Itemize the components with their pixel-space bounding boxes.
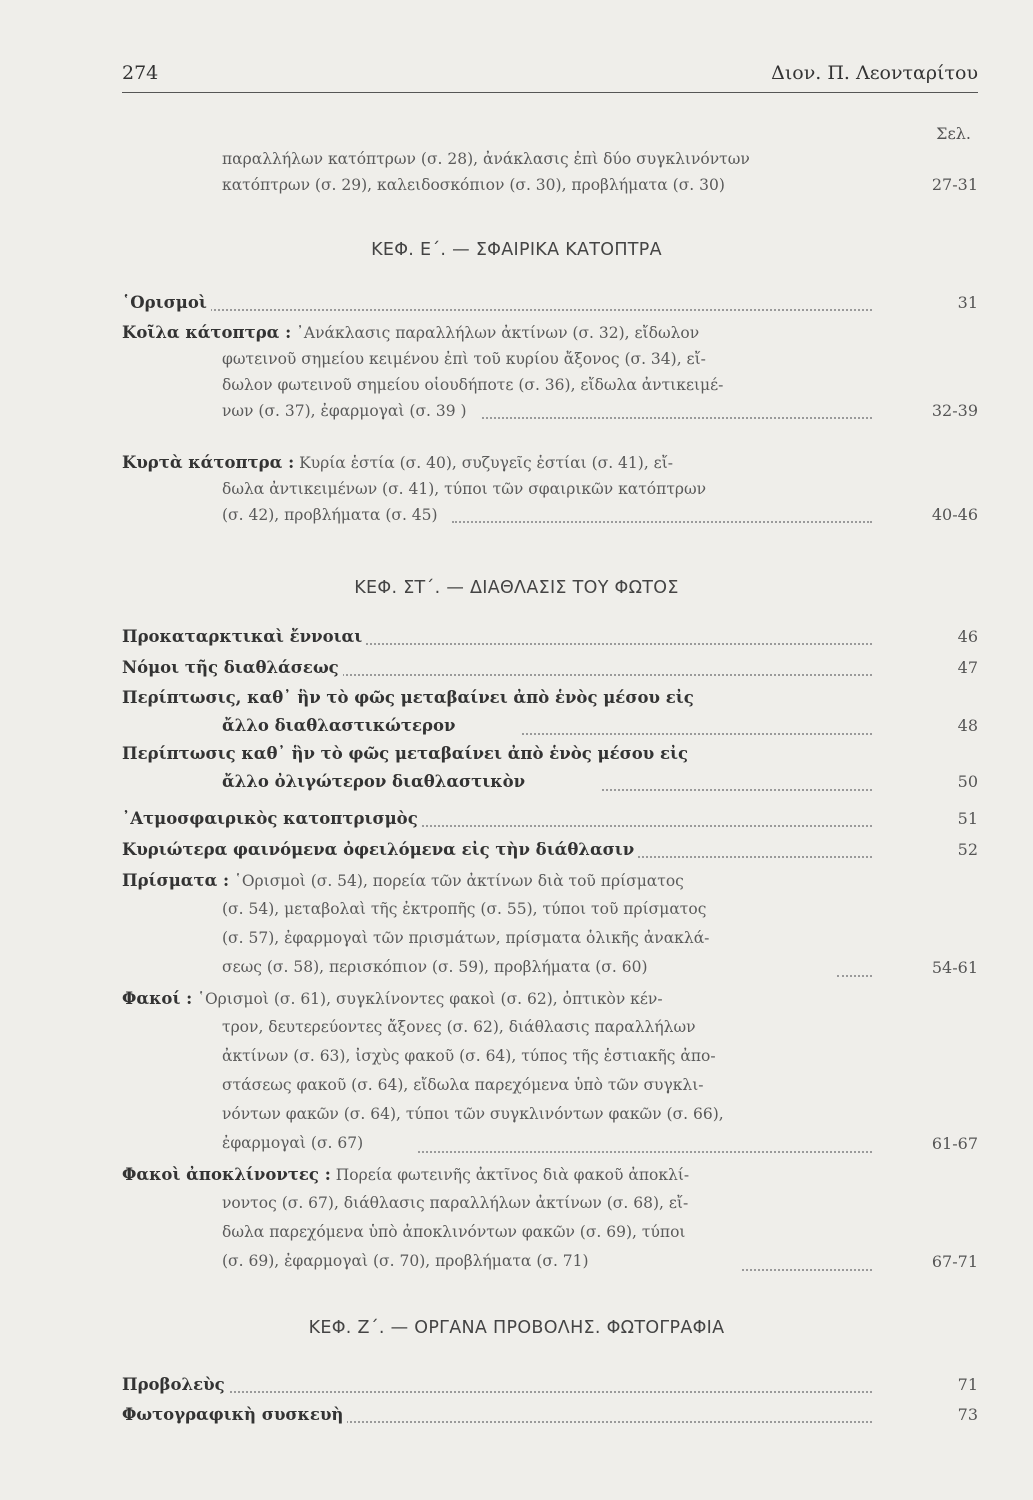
page-column-label: Σελ. — [936, 124, 971, 143]
toc-entry: ῾Ορισμοὶ 31 — [122, 290, 978, 316]
toc-entry: Κοῖλα κάτοπτρα : ᾿Ανάκλασις παραλλήλων ἀκτίνων (σ. 32), εἴδωλον φωτεινοῦ σημείου κειμένου ἐπὶ τοῦ κυρίου ἄξονος (σ. 34), εἴ- δωλον φωτεινοῦ σημείου οἱουδήποτε (σ. 36), εἴδωλα ἀντικειμέ- νων (σ. 37), ἐφαρμογαὶ (σ. 39 ) 32-39 — [122, 320, 978, 424]
dot-leader — [602, 789, 872, 791]
toc-entry: παραλλήλων κατόπτρων (σ. 28), ἀνάκλασις ἐπὶ δύο συγκλινόντων κατόπτρων (σ. 29), καλειδοσκόπιον (σ. 30), προβλήματα (σ. 30) 27-31 — [122, 146, 978, 198]
page-ref: 54-61 — [931, 958, 978, 977]
page-ref: 50 — [957, 772, 978, 791]
toc-entry: Νόμοι τῆς διαθλάσεως 47 — [122, 655, 978, 681]
page-ref: 51 — [957, 809, 978, 828]
dot-leader — [452, 521, 872, 523]
page-ref: 52 — [957, 840, 978, 859]
page-ref: 71 — [957, 1375, 978, 1394]
dot-leader — [122, 309, 872, 311]
page-ref: 46 — [957, 627, 978, 646]
running-head: Διον. Π. Λεονταρίτου — [771, 62, 978, 84]
page-ref: 61-67 — [931, 1134, 978, 1153]
dot-leader — [522, 733, 872, 735]
page-ref: 73 — [957, 1405, 978, 1424]
page-ref: 31 — [957, 293, 978, 312]
toc-entry: Φωτογραφικὴ συσκευὴ 73 — [122, 1402, 978, 1428]
page-number: 274 — [122, 62, 159, 84]
toc-entry: Φακοί : ῾Ορισμοὶ (σ. 61), συγκλίνοντες φακοὶ (σ. 62), ὀπτικὸν κέν- τρον, δευτερεύοντες ἄξονες (σ. 62), διάθλασις παραλλήλων ἀκτίνων (σ. 63), ἰσχὺς φακοῦ (σ. 64), τύπος τῆς ἑστιακῆς ἀπο- στάσεως φακοῦ (σ. 64), εἴδωλα παρεχόμενα ὑπὸ τῶν συγκλι- νόντων φακῶν (σ. 64), τύποι τῶν συγκλινόντων φακῶν (σ. 66), ἐφαρμογαὶ (σ. 67) 61-67 — [122, 984, 978, 1158]
toc-entry: ᾿Ατμοσφαιρικὸς κατοπτρισμὸς 51 — [122, 806, 978, 832]
toc-entry: Περίπτωσις, καθ᾿ ἣν τὸ φῶς μεταβαίνει ἀπὸ ἑνὸς μέσου εἰς ἄλλο διαθλαστικώτερον 48 — [122, 684, 978, 740]
toc-entry: Προβολεὺς 71 — [122, 1372, 978, 1398]
page-ref: 27-31 — [931, 175, 978, 194]
page-ref: 48 — [957, 716, 978, 735]
page-ref: 32-39 — [931, 401, 978, 420]
toc-entry: Φακοὶ ἀποκλίνοντες : Πορεία φωτεινῆς ἀκτῖνος διὰ φακοῦ ἀποκλί- νοντος (σ. 67), διάθλασις παραλλήλων ἀκτίνων (σ. 68), εἴ- δωλα παρεχόμενα ὑπὸ ἀποκλινόντων φακῶν (σ. 69), τύποι (σ. 69), ἐφαρμογαὶ (σ. 70), προβλήματα (σ. 71) 67-71 — [122, 1160, 978, 1276]
toc-entry: Κυρτὰ κάτοπτρα : Κυρία ἑστία (σ. 40), συζυγεῖς ἑστίαι (σ. 41), εἴ- δωλα ἀντικειμένων (σ. 41), τύποι τῶν σφαιρικῶν κατόπτρων (σ. 42), προβλήματα (σ. 45) 40-46 — [122, 450, 978, 528]
chapter-heading: ΚΕΦ. ΣΤ΄. — ΔΙΑΘΛΑΣΙΣ ΤΟΥ ΦΩΤΟΣ — [354, 578, 679, 598]
dot-leader — [122, 1391, 872, 1393]
header-rule — [122, 92, 978, 93]
dot-leader — [482, 417, 872, 419]
page-ref: 47 — [957, 658, 978, 677]
dot-leader — [837, 975, 872, 977]
dot-leader — [418, 1151, 872, 1153]
page-ref: 67-71 — [931, 1252, 978, 1271]
toc-entry: Περίπτωσις καθ᾿ ἣν τὸ φῶς μεταβαίνει ἀπὸ ἑνὸς μέσου εἰς ἄλλο ὀλιγώτερον διαθλαστικὸν 50 — [122, 740, 978, 796]
page-ref: 40-46 — [931, 505, 978, 524]
dot-leader — [742, 1269, 872, 1271]
chapter-heading: ΚΕΦ. Ζ΄. — ΟΡΓΑΝΑ ΠΡΟΒΟΛΗΣ. ΦΩΤΟΓΡΑΦΙΑ — [308, 1318, 725, 1338]
toc-entry: Πρίσματα : ῾Ορισμοὶ (σ. 54), πορεία τῶν ἀκτίνων διὰ τοῦ πρίσματος (σ. 54), μεταβολαὶ τῆς ἐκτροπῆς (σ. 55), τύποι τοῦ πρίσματος (σ. 57), ἐφαρμογαὶ τῶν πρισμάτων, πρίσματα ὁλικῆς ἀνακλά- σεως (σ. 58), περισκόπιον (σ. 59), προβλήματα (σ. 60) 54-61 — [122, 866, 978, 982]
toc-entry: Προκαταρκτικαὶ ἔννοιαι 46 — [122, 624, 978, 650]
chapter-heading: ΚΕΦ. Ε΄. — ΣΦΑΙΡΙΚΑ ΚΑΤΟΠΤΡΑ — [371, 240, 662, 260]
running-header — [122, 62, 978, 96]
toc-entry: Κυριώτερα φαινόμενα ὀφειλόμενα εἰς τὴν διάθλασιν 52 — [122, 837, 978, 863]
